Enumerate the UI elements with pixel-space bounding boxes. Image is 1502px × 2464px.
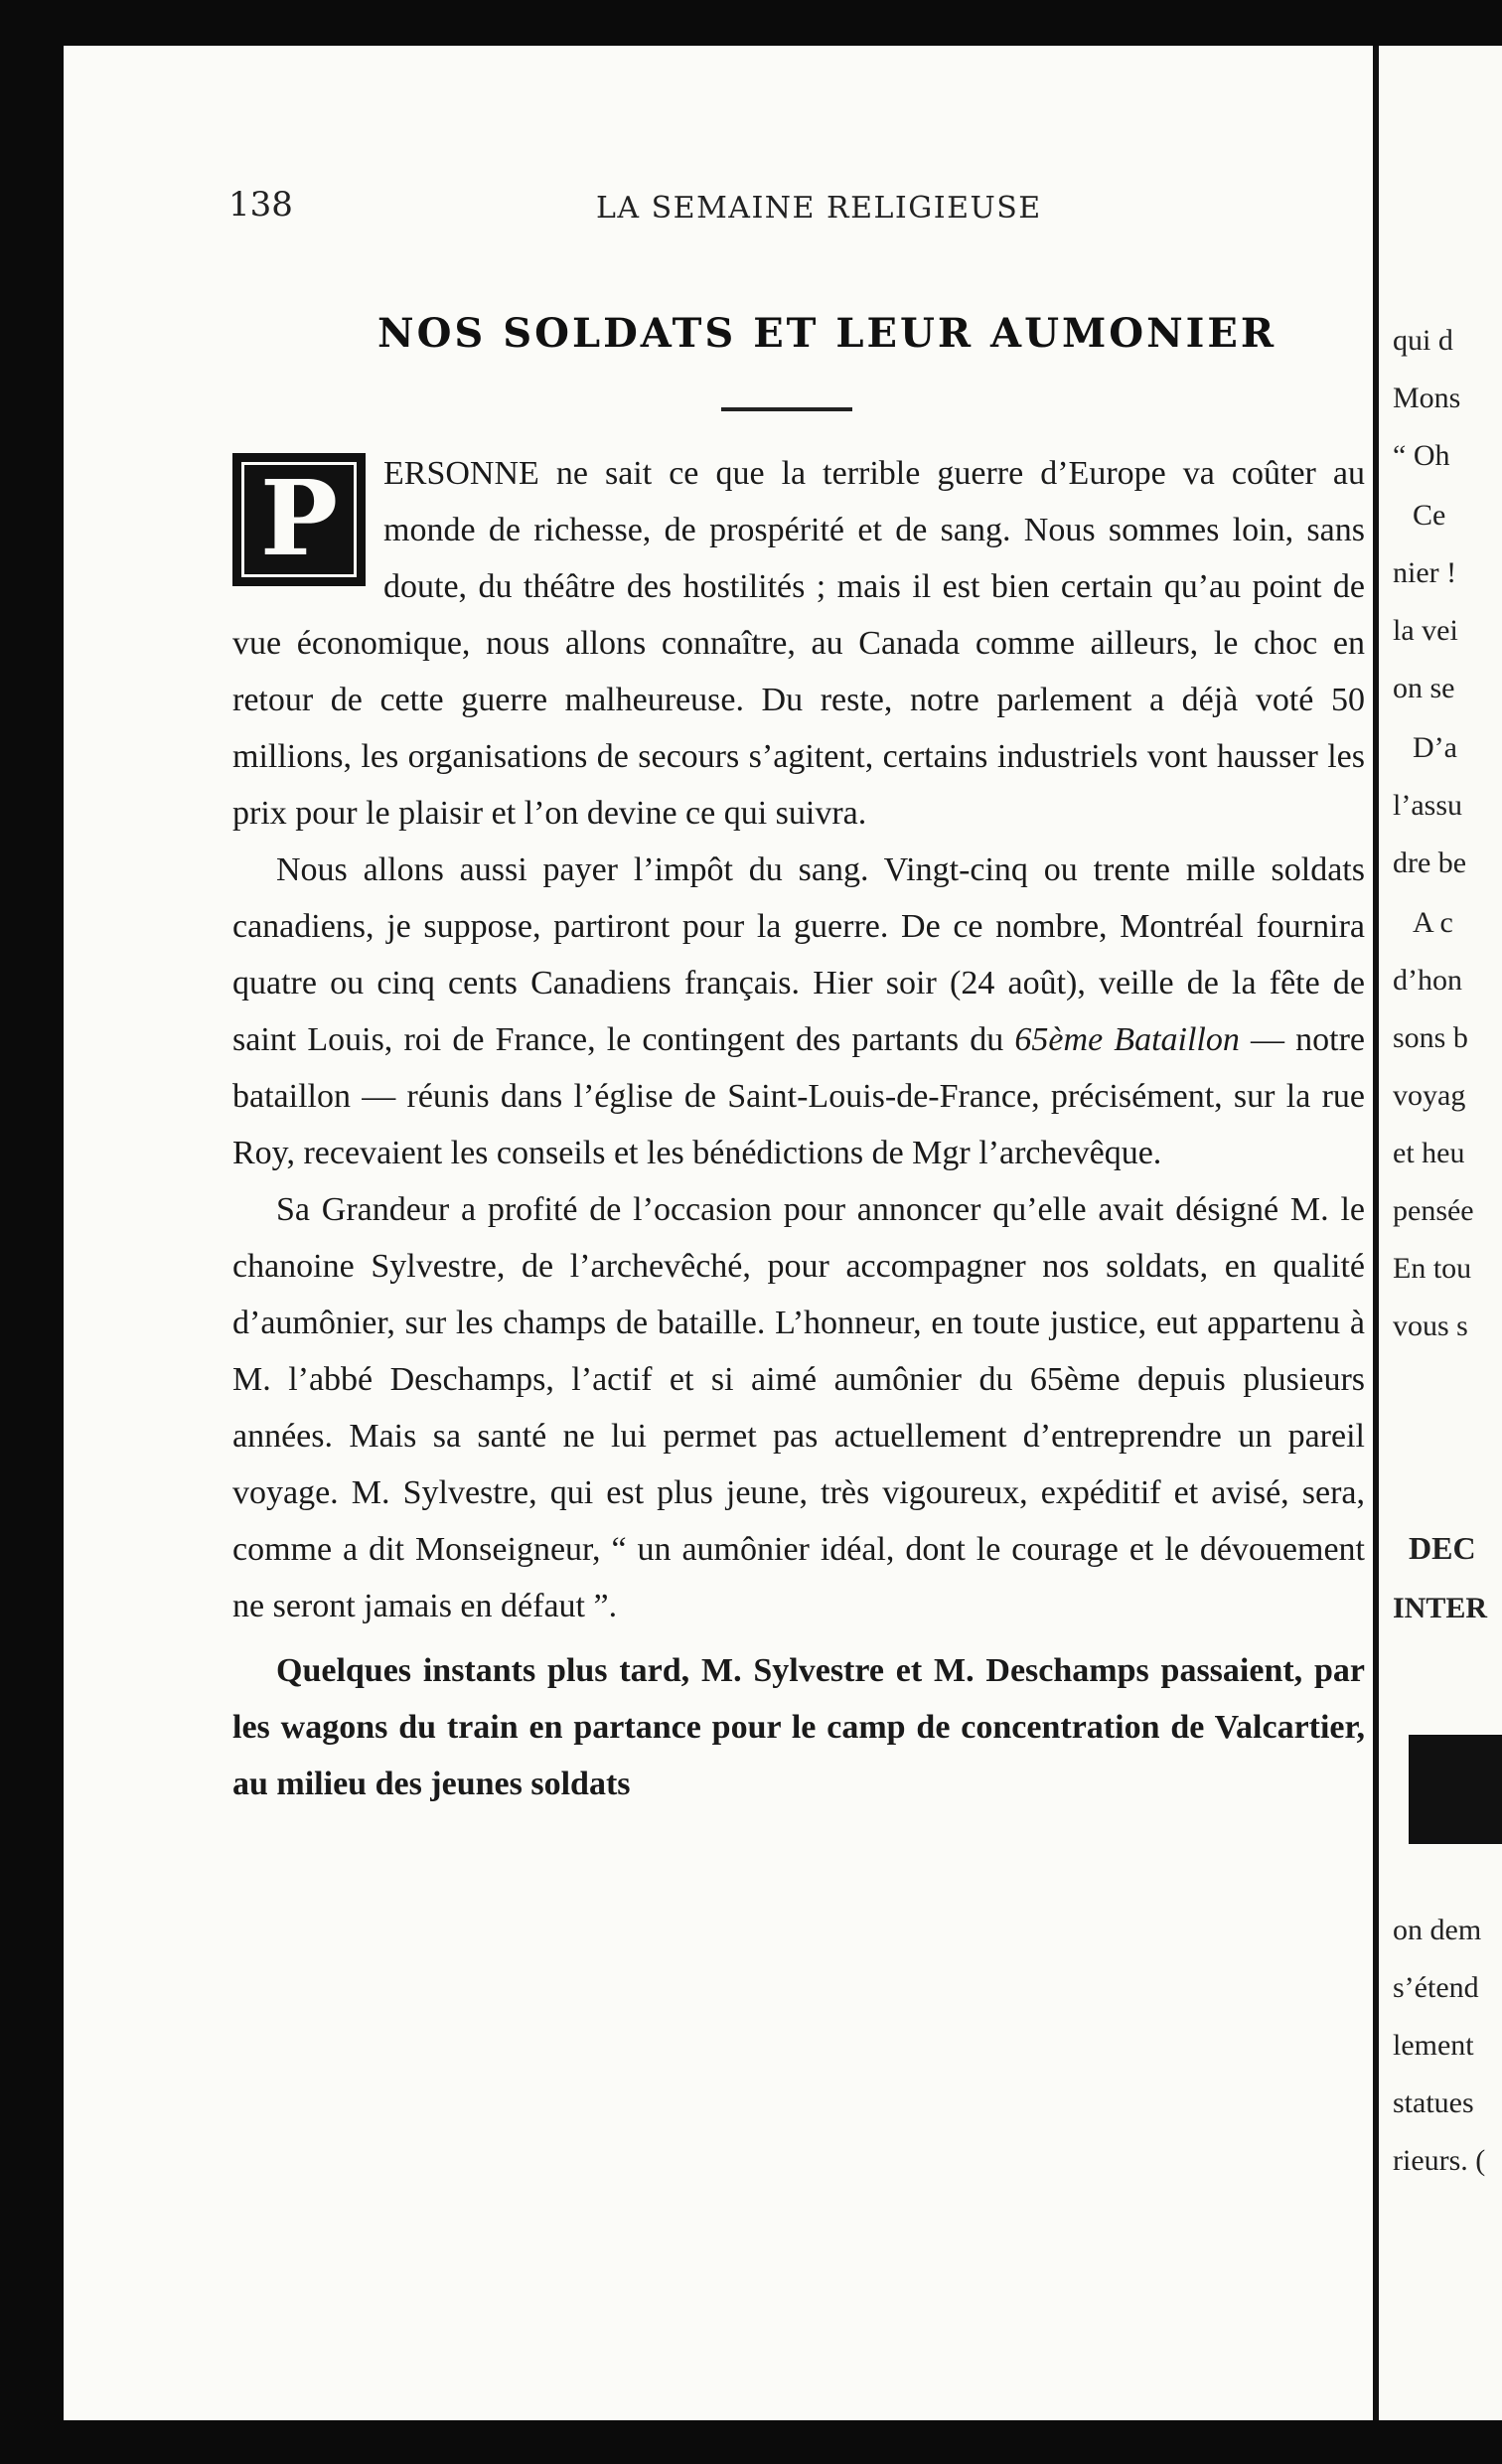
- paragraph-1: [232, 445, 1365, 842]
- adjacent-page: [1379, 46, 1502, 2420]
- title-rule: [721, 407, 852, 411]
- adjacent-line: sons b: [1393, 1021, 1468, 1054]
- running-head: LA SEMAINE RELIGIEUSE: [596, 191, 1042, 226]
- adjacent-line: Ce: [1413, 499, 1446, 532]
- adjacent-line: s’étend: [1393, 1971, 1479, 2004]
- adjacent-line: lement: [1393, 2029, 1474, 2062]
- paragraph-1-text: ERSONNE ne sait ce que la terrible guerre d’Europe va coûter au monde de richesse, de prospérité et de sang. Nous sommes loin, sans doute, du théâtre des hostilités ; mais il est bien certain qu’au point de vue économique, nous allons connaître, au Canada comme ailleurs, le choc en retour de cette guerre malheureuse. Du reste, notre parlement a déjà voté 50 millions, les organisations de secours s’agitent, certains industriels vont hausser les prix pour le plaisir et l’on devine ce qui suivra.: [232, 455, 1365, 832]
- adjacent-line: nier !: [1393, 556, 1457, 589]
- adjacent-line: En tou: [1393, 1252, 1472, 1285]
- adjacent-dropcap: [1409, 1735, 1502, 1844]
- adjacent-line: on dem: [1393, 1914, 1482, 1946]
- dropcap-letter: P: [232, 453, 366, 586]
- adjacent-line: qui d: [1393, 324, 1453, 357]
- adjacent-line: on se: [1393, 672, 1455, 704]
- adjacent-line: vous s: [1393, 1309, 1468, 1342]
- adjacent-line: pensée: [1393, 1194, 1474, 1227]
- battalion-name: 65ème Bataillon: [1014, 1021, 1240, 1058]
- article-body: [232, 445, 1365, 1812]
- adjacent-line: “ Oh: [1393, 439, 1450, 472]
- article-title: NOS SOLDATS ET LEUR AUMONIER: [377, 310, 1277, 357]
- adjacent-line: Mons: [1393, 382, 1461, 414]
- paragraph-2-text-b: — notre bataillon — réunis dans l’église de Saint-Louis-de-France, précisément, sur la rue Roy, recevaient les conseils et les bénédictions de Mgr l’archevêque.: [232, 1021, 1365, 1171]
- paragraph-2-text-a: Nous allons aussi payer l’impôt du sang. Vingt-cinq ou trente mille soldats canadiens, je suppose, partiront pour la guerre. De ce nombre, Montréal fournira quatre ou cinq cents Canadiens français. Hier soir (24 août), veille de la fête de saint Louis, roi de France, le contingent des partants du: [232, 851, 1365, 1058]
- adjacent-heading: DEC: [1409, 1530, 1476, 1566]
- adjacent-line: la vei: [1393, 614, 1458, 647]
- adjacent-line: et heu: [1393, 1137, 1465, 1169]
- adjacent-line: voyag: [1393, 1079, 1466, 1112]
- page-number: 138: [228, 185, 293, 225]
- adjacent-line: l’assu: [1393, 789, 1462, 822]
- adjacent-line: D’a: [1413, 731, 1457, 764]
- adjacent-line: d’hon: [1393, 964, 1462, 997]
- adjacent-subheading: INTER: [1393, 1592, 1488, 1624]
- paragraph-2: [232, 842, 1365, 1181]
- adjacent-line: rieurs. (: [1393, 2144, 1486, 2177]
- adjacent-line: statues: [1393, 2086, 1474, 2119]
- adjacent-line: A c: [1413, 906, 1453, 939]
- adjacent-line: dre be: [1393, 847, 1467, 879]
- paragraph-4: Quelques instants plus tard, M. Sylvestre et M. Deschamps passaient, par les wagons du train en partance pour le camp de concentration de Valcartier, au milieu des jeunes soldats: [232, 1652, 1365, 1802]
- paragraph-3: Sa Grandeur a profité de l’occasion pour annoncer qu’elle avait désigné M. le chanoine Sylvestre, de l’archevêché, pour accompagner nos soldats, en qualité d’aumônier, sur les champs de bataille. L’honneur, en toute justice, eut appartenu à M. l’abbé Deschamps, l’actif et si aimé aumônier du 65ème depuis plusieurs années. Mais sa santé ne lui permet pas actuellement d’entreprendre un pareil voyage. M. Sylvestre, qui est plus jeune, très vigoureux, expéditif et avisé, sera, comme a dit Monseigneur, “ un aumônier idéal, dont le courage et le dévouement ne seront jamais en défaut ”.: [232, 1191, 1365, 1624]
